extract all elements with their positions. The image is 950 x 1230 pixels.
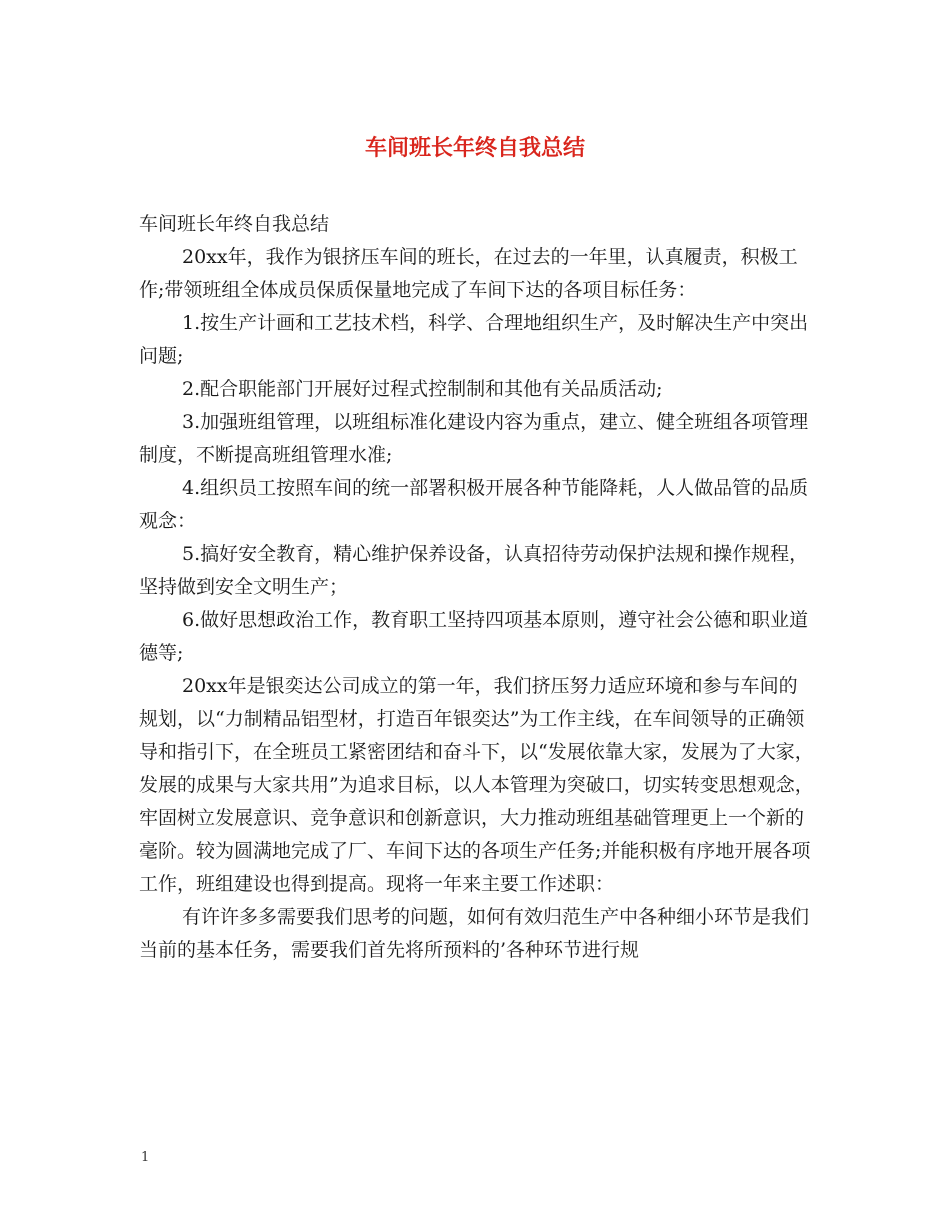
document-title: 车间班长年终自我总结 <box>364 135 585 161</box>
list-item: 2.配合职能部门开展好过程式控制制和其他有关品质活动; <box>182 378 663 400</box>
list-item: 3.加强班组管理，以班组标准化建设内容为重点，建立、健全班组各项管理制度，不断提高班组管理水准; <box>139 411 809 466</box>
list-item: 6.做好思想政治工作，教育职工坚持四项基本原则，遵守社会公德和职业道德等; <box>139 609 809 664</box>
document-body <box>139 208 814 967</box>
page-number: 1 <box>141 1150 150 1165</box>
list-item: 5.搞好安全教育，精心维护保养设备，认真招待劳动保护法规和操作规程，坚持做到安全文明生产； <box>139 543 809 598</box>
paragraph: 20xx年，我作为银挤压车间的班长，在过去的一年里，认真履责，积极工作;带领班组全体成员保质保量地完成了车间下达的各项目标任务： <box>139 246 798 301</box>
list-item: 1.按生产计画和工艺技术档，科学、合理地组织生产，及时解决生产中突出问题; <box>139 312 809 367</box>
paragraph: 有许许多多需要我们思考的问题，如何有效归范生产中各种细小环节是我们当前的基本任务，需要我们首先将所预料的’各种环节进行规 <box>139 906 810 961</box>
paragraph: 20xx年是银奕达公司成立的第一年，我们挤压努力适应环境和参与车间的规划，以“力制精品铝型材，打造百年银奕达”为工作主线，在车间领导的正确领导和指引下，在全班员工紧密团结和奋斗下，以“发展依靠大家，发展为了大家，发展的成果与大家共用”为追求目标，以人本管理为突破口，切实转变思想观念，牢固树立发展意识、竞争意识和创新意识，大力推动班组基础管理更上一个新的毫阶。较为圆满地完成了厂、车间下达的各项生产任务;并能积极有序地开展各项工作，班组建设也得到提高。现将一年来主要工作述职： <box>139 675 814 895</box>
list-item: 4.组织员工按照车间的统一部署积极开展各种节能降耗，人人做品管的品质观念： <box>139 477 809 532</box>
paragraph-heading: 车间班长年终自我总结 <box>139 213 330 235</box>
